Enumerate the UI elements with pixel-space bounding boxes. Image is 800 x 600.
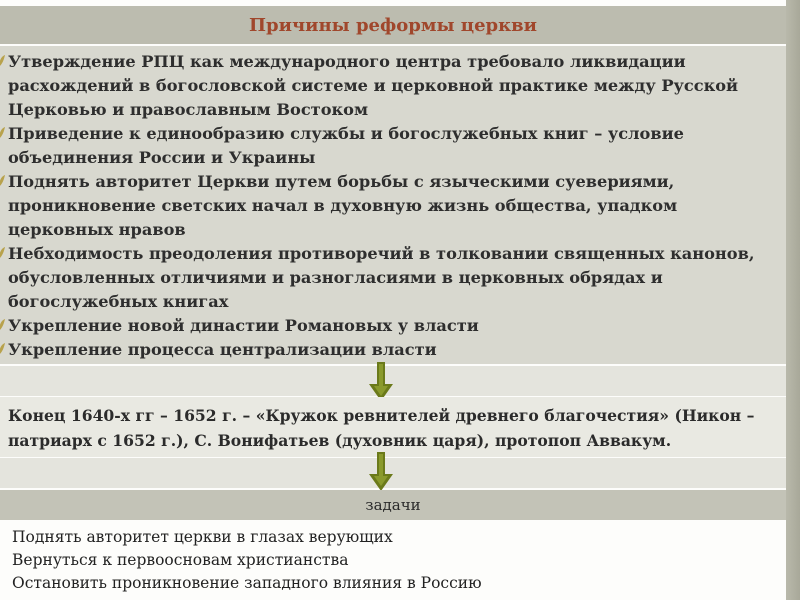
list-item: Укрепление новой династии Романовых у власти [0,314,786,338]
circle-info-box [0,397,786,457]
tasks-list [0,522,786,595]
circle-info-text: Конец 1640-х гг – 1652 г. – «Кружок ревнителей древнего благочестия» (Никон – патриарх с 1652 г.), С. Вонифатьев (духовник царя), протопоп Аввакум. [8,406,755,450]
slide-title-bar [0,6,786,44]
leaf-bullet-icon [0,126,6,140]
list-item: Вернуться к первоосновам христианства [12,551,349,569]
list-item: Поднять авторитет церкви в глазах верующих [12,528,393,546]
leaf-bullet-icon [0,54,6,68]
leaf-bullet-icon [0,342,6,356]
leaf-bullet-icon [0,318,6,332]
tasks-panel [0,522,786,600]
list-item: Укрепление процесса централизации власти [0,338,786,362]
decorative-edge [786,0,800,600]
slide-title: Причины реформы церкви [249,14,537,36]
arrow-down-icon [368,362,394,402]
reasons-list [0,46,786,362]
tasks-title: задачи [365,496,421,514]
arrow-down-icon [368,452,394,492]
list-item: Поднять авторитет Церкви путем борьбы с языческими суевериями, проникновение светских начал в духовную жизнь общества, упадком церковных нравов [0,170,786,242]
reasons-panel [0,46,786,364]
list-item: Приведение к единообразию службы и богослужебных книг – условие объединения России и Украины [0,122,786,170]
tasks-header [0,490,786,520]
list-item: Небходимость преодоления противоречий в толковании священных канонов, обусловленных отличиями и разногласиями в церковных обрядах и богослужебных книгах [0,242,786,314]
leaf-bullet-icon [0,174,6,188]
leaf-bullet-icon [0,246,6,260]
list-item: Остановить проникновение западного влияния в Россию [12,574,482,592]
list-item: Утверждение РПЦ как международного центра требовало ликвидации расхождений в богословской системе и церковной практике между Русской Церковью и православным Востоком [0,50,786,122]
